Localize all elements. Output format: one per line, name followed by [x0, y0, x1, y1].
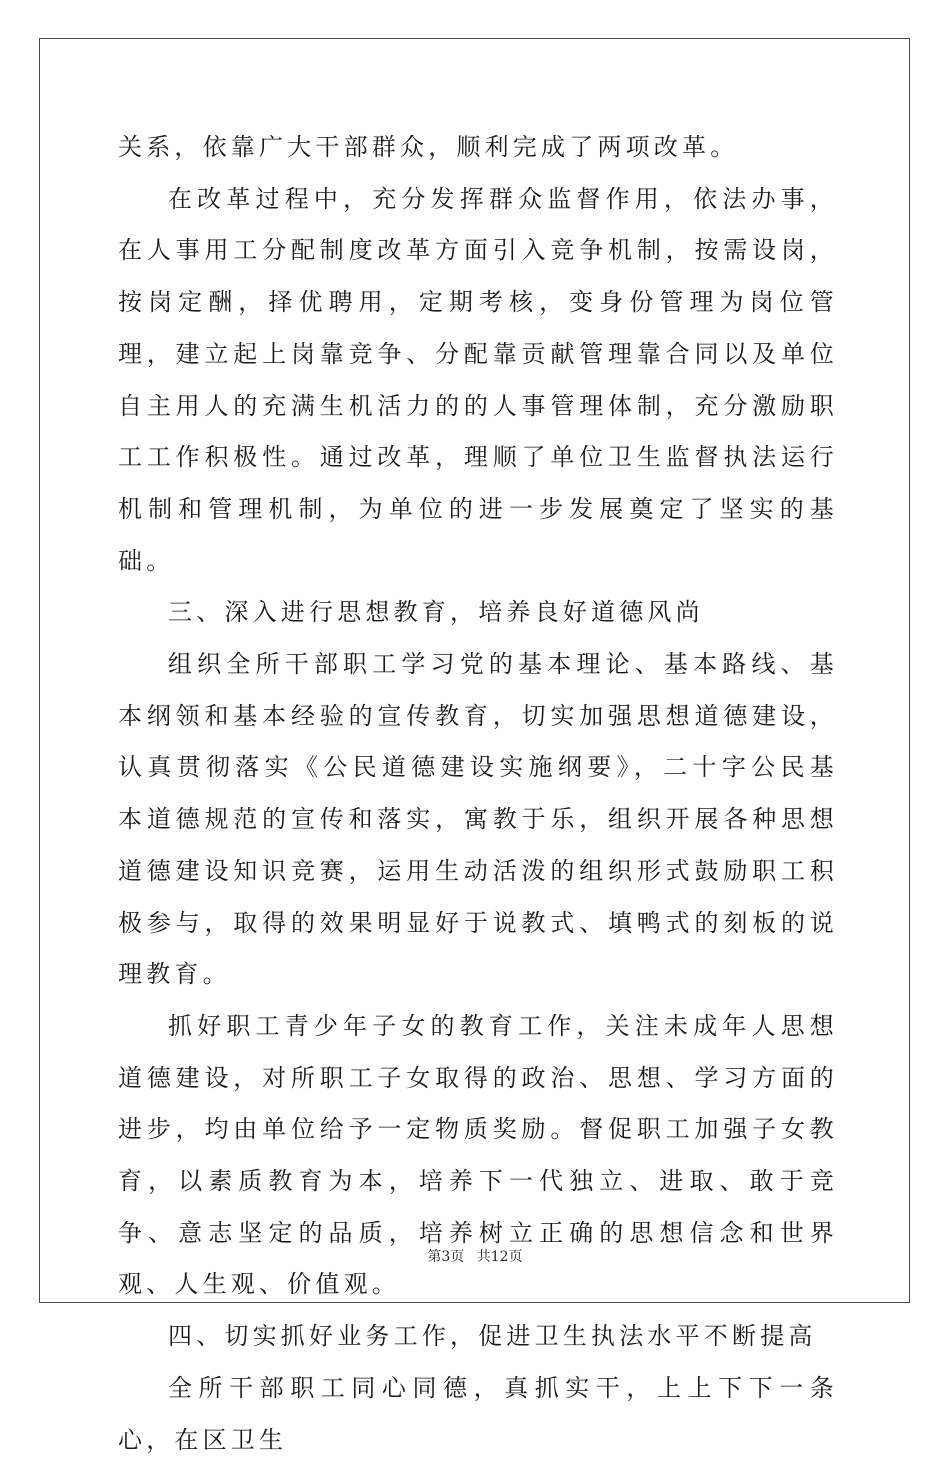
- page-total: 共12页: [476, 1249, 523, 1265]
- paragraph-children-education: 抓好职工青少年子女的教育工作，关注未成年人思想道德建设，对所职工子女取得的政治、思想、学习方面的进步，均由单位给予一定物质奖励。督促职工加强子女教育，以素质教育为本，培养下一代独立、进取、敢于竞争、意志坚定的品质，培养树立正确的思想信念和世界观、人生观、价值观。: [118, 1011, 838, 1299]
- paragraph-reform-process: 在改革过程中，充分发挥群众监督作用，依法办事，在人事用工分配制度改革方面引入竞争机制，按需设岗，按岗定酬，择优聘用，定期考核，变身份管理为岗位管理，建立起上岗靠竞争、分配靠贡献管理靠合同以及单位自主用人的充满生机活力的的人事管理体制，充分激励职工工作积极性。通过改革，理顺了单位卫生监督执法运行机制和管理机制，为单位的进一步发展奠定了坚实的基础。: [118, 184, 838, 575]
- page-footer: [0, 1246, 950, 1266]
- section-heading-3: 三、深入进行思想教育，培养良好道德风尚: [168, 598, 704, 627]
- paragraph-continuation: 关系，依靠广大干部群众，顺利完成了两项改革。: [118, 133, 739, 161]
- paragraph-business-work: 全所干部职工同心同德，真抓实干，上上下下一条心，在区卫生: [118, 1373, 838, 1454]
- paragraph-ideological-education: 组织全所干部职工学习党的基本理论、基本路线、基本纲领和基本经验的宣传教育，切实加强思想道德建设，认真贯彻落实《公民道德建设实施纲要》，二十字公民基本道德规范的宣传和落实，寓教于乐，组织开展各种思想道德建设知识竞赛，运用生动活泼的组织形式鼓励职工积极参与，取得的效果明显好于说教式、填鸭式的刻板的说理教育。: [118, 650, 838, 989]
- page-number: 第3页: [427, 1249, 465, 1265]
- section-heading-4: 四、切实抓好业务工作，促进卫生执法水平不断提高: [168, 1322, 817, 1351]
